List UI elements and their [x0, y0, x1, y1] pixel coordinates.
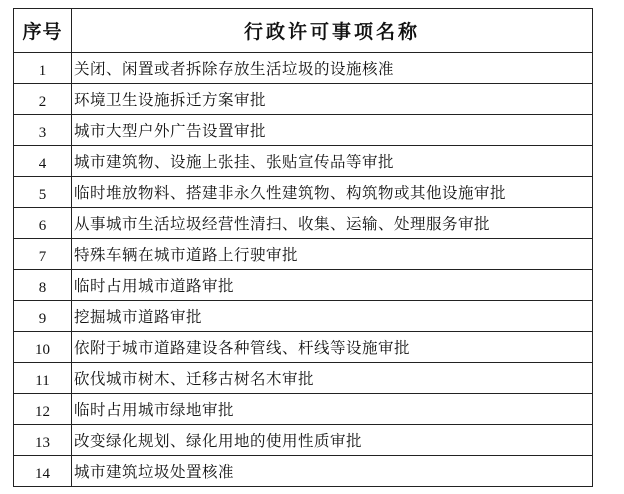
row-number: 6	[14, 208, 72, 239]
row-item-name: 改变绿化规划、绿化用地的使用性质审批	[72, 425, 593, 456]
header-number: 序号	[14, 9, 72, 53]
table-row	[14, 456, 593, 487]
table-row	[14, 363, 593, 394]
table-row	[14, 332, 593, 363]
table-row	[14, 84, 593, 115]
row-number: 2	[14, 84, 72, 115]
row-number: 10	[14, 332, 72, 363]
row-number: 5	[14, 177, 72, 208]
table-row	[14, 301, 593, 332]
table-header	[14, 9, 593, 53]
table-row	[14, 239, 593, 270]
row-number: 12	[14, 394, 72, 425]
table-row	[14, 177, 593, 208]
row-item-name: 城市大型户外广告设置审批	[72, 115, 593, 146]
row-item-name: 环境卫生设施拆迁方案审批	[72, 84, 593, 115]
row-item-name: 城市建筑物、设施上张挂、张贴宣传品等审批	[72, 146, 593, 177]
row-number: 3	[14, 115, 72, 146]
header-row	[14, 9, 593, 53]
row-item-name: 挖掘城市道路审批	[72, 301, 593, 332]
row-item-name: 依附于城市道路建设各种管线、杆线等设施审批	[72, 332, 593, 363]
row-number: 8	[14, 270, 72, 301]
row-number: 13	[14, 425, 72, 456]
table-row	[14, 53, 593, 84]
row-number: 4	[14, 146, 72, 177]
row-item-name: 临时占用城市绿地审批	[72, 394, 593, 425]
row-item-name: 临时占用城市道路审批	[72, 270, 593, 301]
row-item-name: 特殊车辆在城市道路上行驶审批	[72, 239, 593, 270]
row-number: 7	[14, 239, 72, 270]
row-number: 9	[14, 301, 72, 332]
table-row	[14, 394, 593, 425]
table-row	[14, 146, 593, 177]
row-item-name: 从事城市生活垃圾经营性清扫、收集、运输、处理服务审批	[72, 208, 593, 239]
row-item-name: 城市建筑垃圾处置核准	[72, 456, 593, 487]
row-number: 1	[14, 53, 72, 84]
row-item-name: 临时堆放物料、搭建非永久性建筑物、构筑物或其他设施审批	[72, 177, 593, 208]
row-item-name: 关闭、闲置或者拆除存放生活垃圾的设施核准	[72, 53, 593, 84]
row-number: 11	[14, 363, 72, 394]
table-row	[14, 115, 593, 146]
row-item-name: 砍伐城市树木、迁移古树名木审批	[72, 363, 593, 394]
table-body	[14, 53, 593, 487]
table-row	[14, 270, 593, 301]
row-number: 14	[14, 456, 72, 487]
header-item-name: 行政许可事项名称	[72, 9, 593, 53]
administrative-license-table	[13, 8, 593, 487]
table-row	[14, 208, 593, 239]
table-row	[14, 425, 593, 456]
